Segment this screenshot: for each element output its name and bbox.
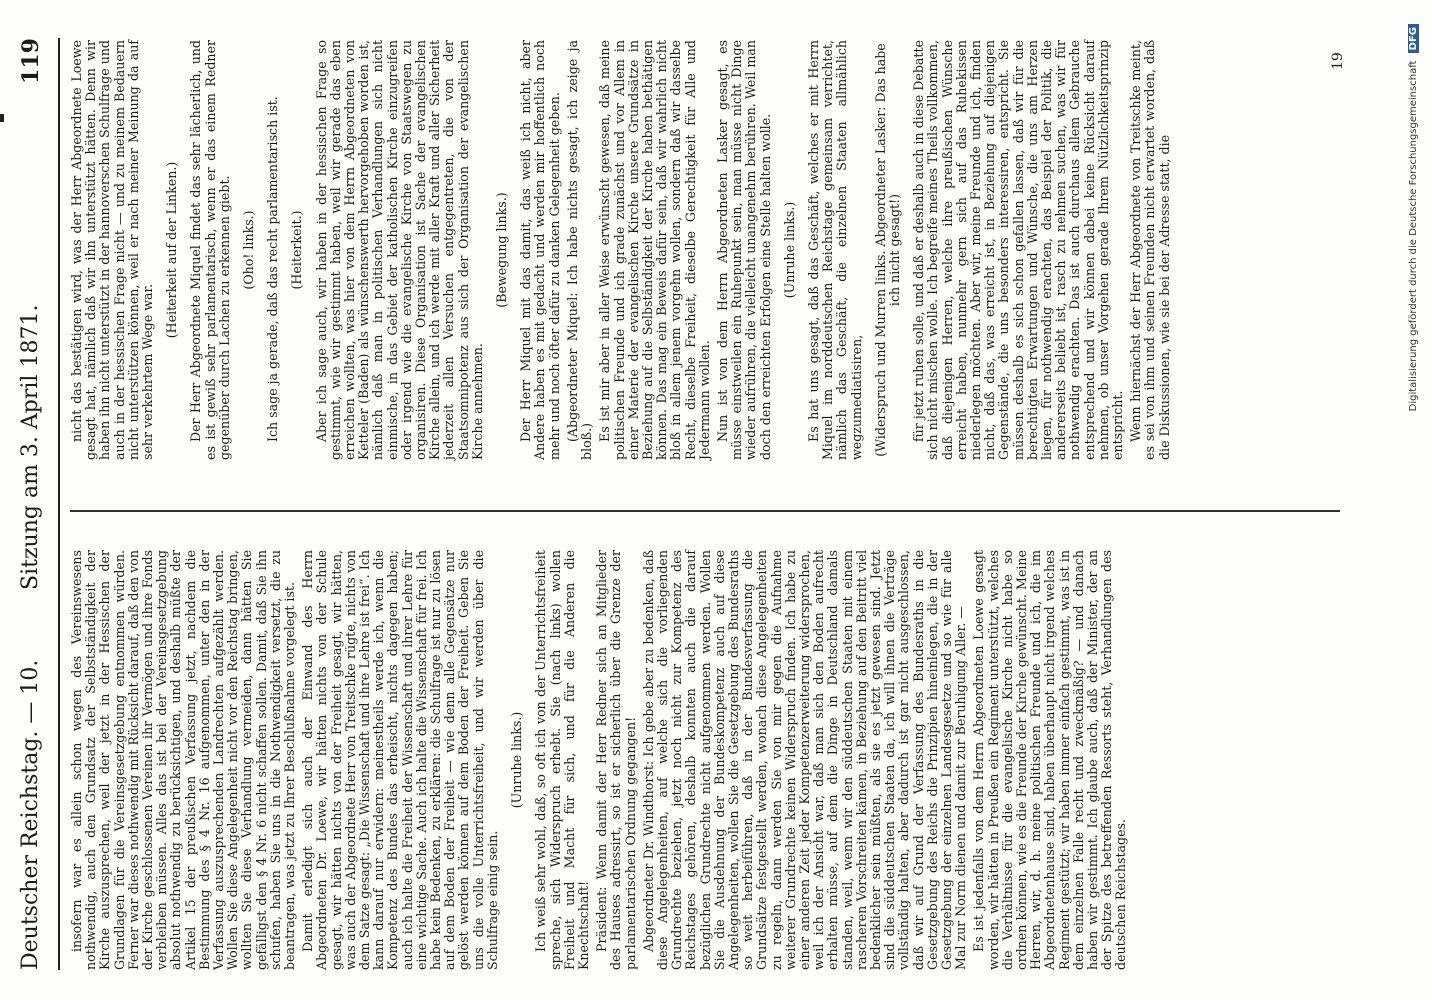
stage-direction-unrest-2: (Unruhe links.) (781, 201, 797, 299)
right-paragraph-9: Es hat uns gesagt, daß das Geschäft, welches er mit Herrn Miquel im norddeutschen Reichstage gemeinsam verrichtet, nämlich das Geschäft, die einzelnen Staaten allmählich wegzumediatisiren, (805, 40, 864, 460)
stage-direction-oho: (Oho! links.) (241, 210, 257, 290)
left-paragraph-2: Damit erledigt sich auch der Einwand des Herrn Abgeordneten Dr. Loewe, wir hätten nichts von der Schule gesagt, wir hätten nichts von der Freiheit gesagt, wir hätten, was auch der Abgeordnete Herr von Treitschke rügte, nichts von dem Satze gesagt: „Die Wissenschaft und ihre Lehre ist frei“. Ich kann darauf nur erwidern: meinestheils werde ich, wenn die Kompetenz des Bundes das erheischt, nichts dagegen haben; auch ich halte die Freiheit der Wissenschaft und ihrer Lehre für eine wichtige Sache. Auch ich halte die Wissenschaft für frei. Ich habe kein Bedenken, zu erklären: die Schulfrage ist nur zu lösen auf dem Boden der Freiheit — wie denn alle Gegensätze nur gelöst werden können auf dem Boden der Freiheit. Geben Sie uns die volle Unterrichtsfreiheit, und wir werden über die Schulfrage einig sein. (300, 550, 500, 970)
windthorst-speech: Abgeordneter Dr. Windthorst: Ich gebe aber zu bedenken, daß diese Angelegenheiten, auf welche sich die vorliegenden Grundrechte beziehen, jetzt noch nicht zur Kompetenz des Reichstages gehören, deshalb konnten auch die darauf bezüglichen Grundrechte nicht aufgenommen werden. Wollen Sie die Ausdehnung der Bundeskompetenz auch auf diese Angelegenheiten, wollen Sie die Gesetzgebung des Bundesraths so weit herbeiführen, daß in der Bundesverfassung die Grundsätze festgestellt werden, wonach diese Angelegenheiten zu regeln, dann werden Sie von mir gegen die Aufnahme weiterer Grundrechte keinen Widerspruch finden. Ich habe zu einer anderen Zeit jeder Kompetenzerweiterung widersprochen, weil ich der Ansicht war, daß man sich den Boden aufrecht erhalten müsse, auf dem die Dinge in Deutschland damals standen, weil, wenn wir den süddeutschen Staaten mit einem rascheren Vorschreiten kämen, in Beziehung auf den Beitritt viel bedenklicher sein müßten, als sie es jetzt gewesen sind. Jetzt sind die süddeutschen Staaten da, ich will ihnen die Verträge vollständig halten, aber dadurch ist gar nicht ausgeschlossen, daß wir auf Grund der Verfassung des Bundesraths in die Gesetzgebung des Reichs die Prinzipien hineinlegen, die in der Gesetzgebung der einzelnen Landesgesetze und so wie für alle Mal zur Norm dienen und damit zur Beruhigung Aller. — (640, 550, 969, 970)
left-column (70, 550, 1360, 970)
stage-direction-laughter: (Heiterkeit auf der Linken.) (164, 161, 180, 339)
president-remark: Präsident: Wenn damit der Herr Redner sich an Mitglieder des Hauses adressirt, so ist er sicherlich über die Grenze der parlamentarischen Ordnung gegangen! (594, 550, 638, 970)
stage-direction-unrest: (Unruhe links.) (509, 711, 525, 809)
left-paragraph-6: Es ist jedenfalls von dem Herrn Abgeordneten Loewe gesagt worden, wir hätten in Preußen ein Regiment unterstützt, welches die Verhältnisse für die evangelische Kirche nicht habe so ordnen können, wie es die Freunde der Kirche gewünscht. Meine Herren, wir, d. h. meine politischen Freunde und ich, die im Abgeordnetenhause sind, haben überhaupt nicht irgend welches Regiment gestützt; wir haben immer einfach gestimmt, was ist in dem einzelnen Falle recht und zweckmäßig? — und danach haben wir gestimmt. Ich glaube auch, daß der Minister, der an der Spitze des betreffenden Ressorts steht, Verhandlungen des deutschen Reichstages. (971, 549, 1129, 970)
dfg-credit-text: Digitalisierung gefördert durch die Deutsche Forschungsgemeinschaft (1408, 60, 1419, 412)
right-paragraph-10: für jetzt ruhen solle, und daß er deshalb auch in diese Debatte sich nicht mischen wolle. Ich begreife meines Theils vollkommen, daß diejenigen Herren, welche ihre preußischen Wünsche erreicht haben, nunmehr gern sich auf das Ruhekissen niederlegen möchten. Aber wir, meine Freunde und ich, finden nicht, daß das, was erreicht ist, in Beziehung auf diejenigen Gegenstände, die uns besonders interessiren, entspricht. Sie müssen deshalb es sich schon gefallen lassen, daß wir für die berechtigten Erwartungen und Wünsche, die uns am Herzen liegen, für nothwendig erachten, das Beispiel der Politik, die andererseits beliebt ist, rasch zu nehmen suchen, was wir für nothwendig erachten. Das ist auch durchaus allem Gebrauche entsprechend und wir können dabei keine Rücksicht darauf nehmen, ob unser Vorgehen gerade Ihrem Nützlichkeitsprinzip entspricht. (911, 40, 1125, 460)
right-paragraph-4: Aber ich sage auch, wir haben in der hessischen Frage so gestimmt, wie wir gestimmt haben, weil wir gerade das eben erreichen wollten, was hier von dem Herrn Abgeordneten von Ketteler (Baden) als wünschenswerth hervorgehoben worden ist, nämlich daß man in politischen Verhandlungen sich nicht einmische, in das Gebiet der katholischen Kirche einzugreifen oder irgend wie die evangelische Kirche von Staatswegen zu organisiren. Diese Organisation ist Sache der evangelischen Kirche allein, und ich werde mit aller Kraft und aller Sicherheit jederzeit allen Versuchen entgegentreten, die von der Staatsomnipotenz aus sich der Organisation der evangelischen Kirche annehmen. (313, 40, 485, 460)
right-paragraph-1: nicht das bestätigen wird, was der Herr Abgeordnete Loewe gesagt hat, nämlich daß wir ihn unterstützt hätten. Denn wir haben ihn nicht unterstützt in der hannoverschen Schulfrage und auch in der hessischen Frage nicht — und zu meinem Bedauern nicht unterstützen können, weil er nach meiner Meinung da auf sehr verkehrtem Wege war. (69, 40, 156, 460)
right-column (70, 40, 1360, 460)
miquel-interjection: (Abgeordneter Miquel: Ich habe nichts gesagt, ich zeige ja bloß.) (564, 40, 595, 460)
right-paragraph-5: Der Herr Miquel mit das damit, das weiß ich nicht, aber Andere haben es mit gedacht und werden mir hoffentlich noch mehr und noch öfter dafür zu danken Gelegenheit geben. (518, 40, 562, 460)
signature-number: 19 (1330, 52, 1346, 70)
column-divider (70, 510, 1340, 512)
page-number: 119 (18, 38, 44, 84)
stage-direction-heiterkeit: (Heiterkeit.) (289, 210, 305, 290)
right-paragraph-7: Es ist mir aber in aller Weise erwünscht gewesen, daß meine politischen Freunde und ich grade zunächst und vor Allem in einer Materie der evangelischen Kirche unsere Grundsätze in Beziehung auf die Selbständigkeit der Kirche haben bethätigen können. Das mag ein Beweis dafür sein, daß wir wahrlich nicht bloß in allem jenem vorgehn wollen, sondern daß wir dasselbe Recht, dieselbe Freiheit, dieselbe Gerechtigkeit für Alle und Jedermann wollen. (597, 40, 712, 460)
stage-direction-lasker: (Widerspruch und Murren links. Abgeordneter Lasker: Das habe ich nicht gesagt!) (872, 43, 902, 457)
header-session: Sitzung am 3. April 1871. (18, 304, 43, 590)
dfg-credit-strip (1408, 24, 1428, 984)
right-paragraph-8: Nun ist von dem Herrn Abgeordneten Lasker gesagt, es müsse einstweilen ein Ruhepunkt sein, man müsse nicht Dinge wieder aufrühren, die vielleicht unangenehm berühren. Weil man doch den erreichten Erfolgen eine Stelle halten wolle. (714, 40, 773, 460)
right-paragraph-3: Ich sage ja gerade, daß das recht parlamentarisch ist. (265, 96, 281, 442)
page-header (12, 38, 60, 970)
left-paragraph-3: Ich weiß sehr wohl, daß, so oft ich von der Unterrichtsfreiheit spreche, sich Widerspruch erhebt. Sie (nach links) wollen Freiheit und Macht für sich, und für die Anderen die Knechtschaft! (533, 550, 591, 970)
header-title: Deutscher Reichstag. — 10. (18, 659, 43, 970)
left-paragraph-1: insofern war es allein schon wegen des Vereinswesens nothwendig, auch den Grundsatz der Selbstständigkeit der Kirche auszusprechen, weil der jetzt in der Hessischen der Grundlagen für die Vereinsgesetzgebung entnommen würden. Ferner war dieses nothwendig mit Rücksicht darauf, daß den von der Kirche geschlossenen Vereinen ihr Vermögen und ihre Fonds verbleiben müssen. Alles das ist bei der Vereinsgesetzgebung absolut nothwendig zu berücksichtigen, und deshalb müßte der Artikel 15 der preußischen Verfassung jetzt, nachdem die Bestimmung des § 4 Nr. 16 aufgenommen, unter den in der Verfassung auszusprechenden Landrechten aufgezählt werden. Wollen Sie diese Angelegenheit nicht vor den Reichstag bringen, wollten Sie diese Verhandlung vermeiden, dann hätten Sie gefälligst den § 4 Nr. 6 nicht schaffen sollen. Damit, daß Sie ihn schufen, haben Sie uns in die Nothwendigkeit versetzt, die zu beantragen, was jetzt zu Ihrer Beschlußnahme vorgelegt ist. (69, 550, 298, 970)
ink-speck (0, 114, 4, 122)
dfg-credit (1408, 24, 1428, 984)
stage-direction-bewegung: (Bewegung links.) (494, 192, 510, 308)
right-paragraph-11: Wenn hiernächst der Herr Abgeordnete von Treitschke meint, es sei von ihm und seinen Freunden nicht erwartet worden, daß die Diskussionen, wie sie bei der Adresse statt, die (1128, 40, 1172, 460)
dfg-logo: DFG (1408, 24, 1419, 53)
right-paragraph-2: Der Herr Abgeordnete Miquel findet das sehr lächerlich, und es ist gewiß sehr parlamentarisch, wenn er das einem Redner gegenüber durch Lachen zu erkennen giebt. (188, 40, 232, 460)
